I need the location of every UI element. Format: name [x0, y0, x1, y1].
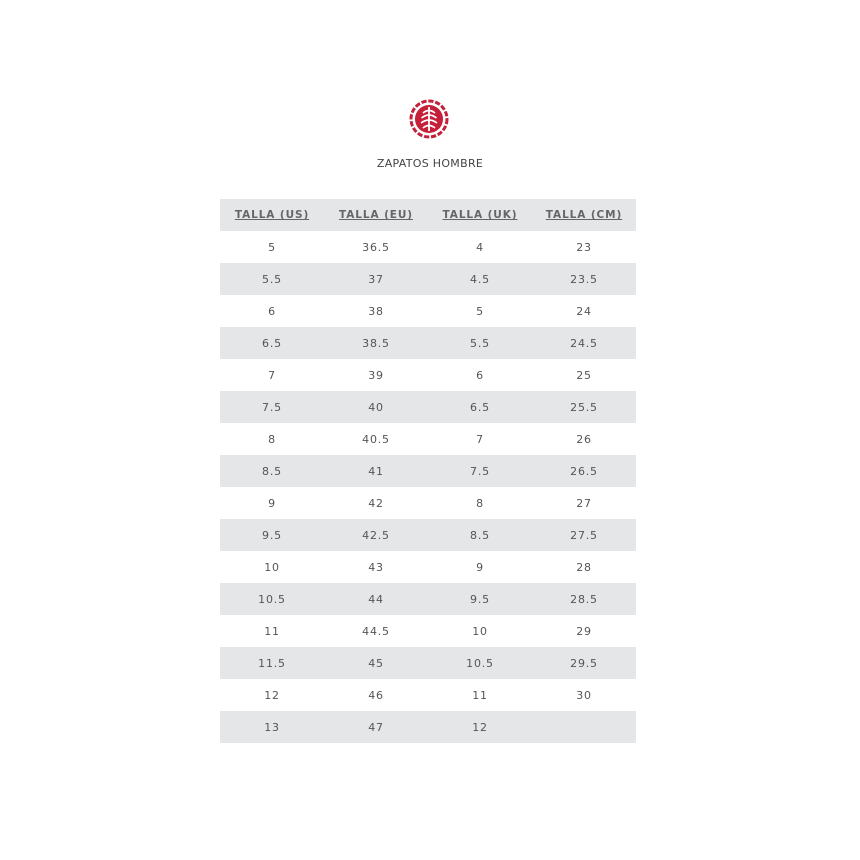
cell-eu: 42	[368, 496, 384, 510]
cell-cm: 27	[576, 496, 592, 510]
cell-eu: 40.5	[362, 432, 390, 446]
cell-uk: 6.5	[470, 400, 490, 414]
cell-uk: 9.5	[470, 592, 490, 606]
cell-us: 7.5	[262, 400, 282, 414]
cell-eu: 42.5	[362, 528, 390, 542]
cell-cm: 29	[576, 624, 592, 638]
cell-cm: 25	[576, 368, 592, 382]
table-row	[220, 487, 636, 519]
cell-eu: 47	[368, 720, 384, 734]
cell-uk: 5.5	[470, 336, 490, 350]
cell-us: 5.5	[262, 272, 282, 286]
cell-cm	[532, 711, 636, 743]
cell-us: 10.5	[258, 592, 286, 606]
cell-uk: 9	[476, 560, 484, 574]
cell-uk: 10	[472, 624, 488, 638]
header-eu: TALLA (EU)	[339, 209, 413, 221]
table-row	[220, 711, 636, 743]
size-chart-table	[220, 199, 636, 743]
cell-cm: 29.5	[570, 656, 598, 670]
cell-eu: 39	[368, 368, 384, 382]
cell-uk: 10.5	[466, 656, 494, 670]
cell-cm: 28.5	[570, 592, 598, 606]
cell-uk: 12	[472, 720, 488, 734]
cell-uk: 4.5	[470, 272, 490, 286]
table-row	[220, 519, 636, 551]
cell-us: 11.5	[258, 656, 286, 670]
cell-eu: 37	[368, 272, 384, 286]
table-header-row	[220, 199, 636, 231]
page-title: ZAPATOS HOMBRE	[376, 157, 484, 170]
header-cm: TALLA (CM)	[545, 209, 623, 221]
cell-eu: 38.5	[362, 336, 390, 350]
cell-uk: 8.5	[470, 528, 490, 542]
cell-eu: 46	[368, 688, 384, 702]
cell-us: 7	[268, 368, 276, 382]
cell-cm: 28	[576, 560, 592, 574]
table-row	[220, 391, 636, 423]
cell-eu: 36.5	[362, 240, 390, 254]
cell-cm: 27.5	[570, 528, 598, 542]
cell-cm: 26	[576, 432, 592, 446]
cell-eu: 43	[368, 560, 384, 574]
cell-us: 8.5	[262, 464, 282, 478]
cell-eu: 41	[368, 464, 384, 478]
cell-uk: 5	[476, 304, 484, 318]
cell-uk: 4	[476, 240, 484, 254]
cell-cm: 23	[576, 240, 592, 254]
cell-us: 13	[264, 720, 280, 734]
cell-cm: 26.5	[570, 464, 598, 478]
cell-eu: 40	[368, 400, 384, 414]
cell-eu: 44	[368, 592, 384, 606]
cell-us: 9.5	[262, 528, 282, 542]
cell-us: 10	[264, 560, 280, 574]
cell-us: 9	[268, 496, 276, 510]
cell-uk: 11	[472, 688, 488, 702]
table-row	[220, 583, 636, 615]
table-row	[220, 455, 636, 487]
table-row	[220, 327, 636, 359]
cell-cm: 23.5	[570, 272, 598, 286]
cell-us: 6	[268, 304, 276, 318]
header-us: TALLA (US)	[234, 209, 310, 221]
table-row	[220, 551, 636, 583]
cell-cm: 30	[576, 688, 592, 702]
table-row	[220, 295, 636, 327]
table-row	[220, 359, 636, 391]
element-logo-icon	[409, 99, 449, 139]
cell-uk: 8	[476, 496, 484, 510]
table-row	[220, 615, 636, 647]
header-uk: TALLA (UK)	[442, 209, 518, 221]
cell-us: 8	[268, 432, 276, 446]
cell-us: 6.5	[262, 336, 282, 350]
cell-uk: 7	[476, 432, 484, 446]
cell-cm: 25.5	[570, 400, 598, 414]
cell-eu: 44.5	[362, 624, 390, 638]
cell-cm: 24	[576, 304, 592, 318]
table-row	[220, 679, 636, 711]
table-body	[220, 231, 636, 743]
cell-uk: 6	[476, 368, 484, 382]
cell-eu: 38	[368, 304, 384, 318]
cell-uk: 7.5	[470, 464, 490, 478]
table-row	[220, 647, 636, 679]
cell-us: 12	[264, 688, 280, 702]
cell-us: 5	[268, 240, 276, 254]
table-row	[220, 231, 636, 263]
cell-eu: 45	[368, 656, 384, 670]
cell-us: 11	[264, 624, 280, 638]
table-row	[220, 263, 636, 295]
table-row	[220, 423, 636, 455]
cell-cm: 24.5	[570, 336, 598, 350]
